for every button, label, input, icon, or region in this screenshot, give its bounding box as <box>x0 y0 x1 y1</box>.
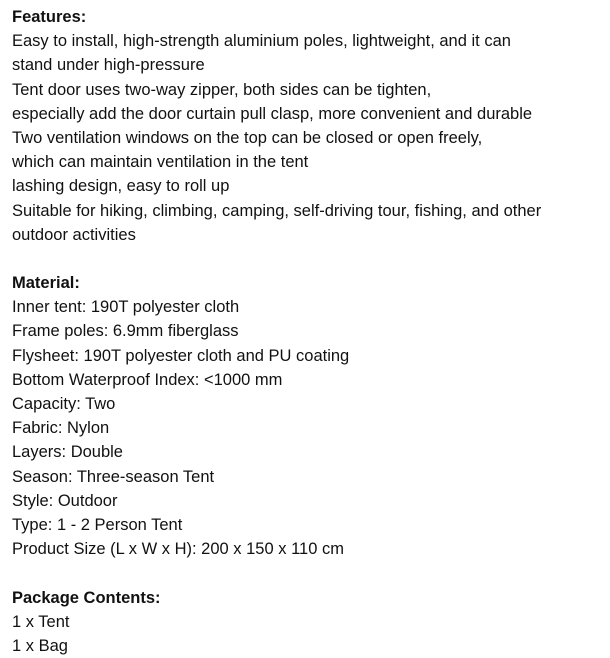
material-heading: Material: <box>12 274 80 293</box>
material-line: Product Size (L x W x H): 200 x 150 x 110 cm <box>12 540 344 559</box>
features-line: Two ventilation windows on the top can be closed or open freely, <box>12 128 483 147</box>
package-contents-line: 1 x Tent <box>12 612 70 631</box>
features-line: outdoor activities <box>12 225 136 244</box>
features-line: which can maintain ventilation in the tent <box>12 153 309 172</box>
material-line: Bottom Waterproof Index: <1000 mm <box>12 370 283 389</box>
features-line: stand under high-pressure <box>12 56 205 75</box>
features-line: Suitable for hiking, climbing, camping, self-driving tour, fishing, and other <box>12 201 542 220</box>
package-contents-heading: Package Contents: <box>12 588 161 607</box>
material-line: Type: 1 - 2 Person Tent <box>12 515 183 534</box>
material-line: Fabric: Nylon <box>12 419 110 438</box>
package-contents-line: 1 x Bag <box>12 636 68 655</box>
material-line: Flysheet: 190T polyester cloth and PU coating <box>12 346 350 365</box>
features-line: Easy to install, high-strength aluminium poles, lightweight, and it can <box>12 32 511 51</box>
features-heading: Features: <box>12 8 87 26</box>
features-line: Tent door uses two-way zipper, both sides can be tighten, <box>12 80 432 99</box>
material-line: Layers: Double <box>12 443 123 462</box>
features-line: lashing design, easy to roll up <box>12 177 230 196</box>
features-line: especially add the door curtain pull clasp, more convenient and durable <box>12 104 533 123</box>
material-line: Season: Three-season Tent <box>12 467 215 486</box>
material-line: Capacity: Two <box>12 395 116 413</box>
section-spacer <box>12 561 610 585</box>
material-line: Frame poles: 6.9mm fiberglass <box>12 322 239 341</box>
material-line: Style: Outdoor <box>12 491 118 510</box>
section-spacer <box>12 247 610 271</box>
material-line: Inner tent: 190T polyester cloth <box>12 298 240 317</box>
